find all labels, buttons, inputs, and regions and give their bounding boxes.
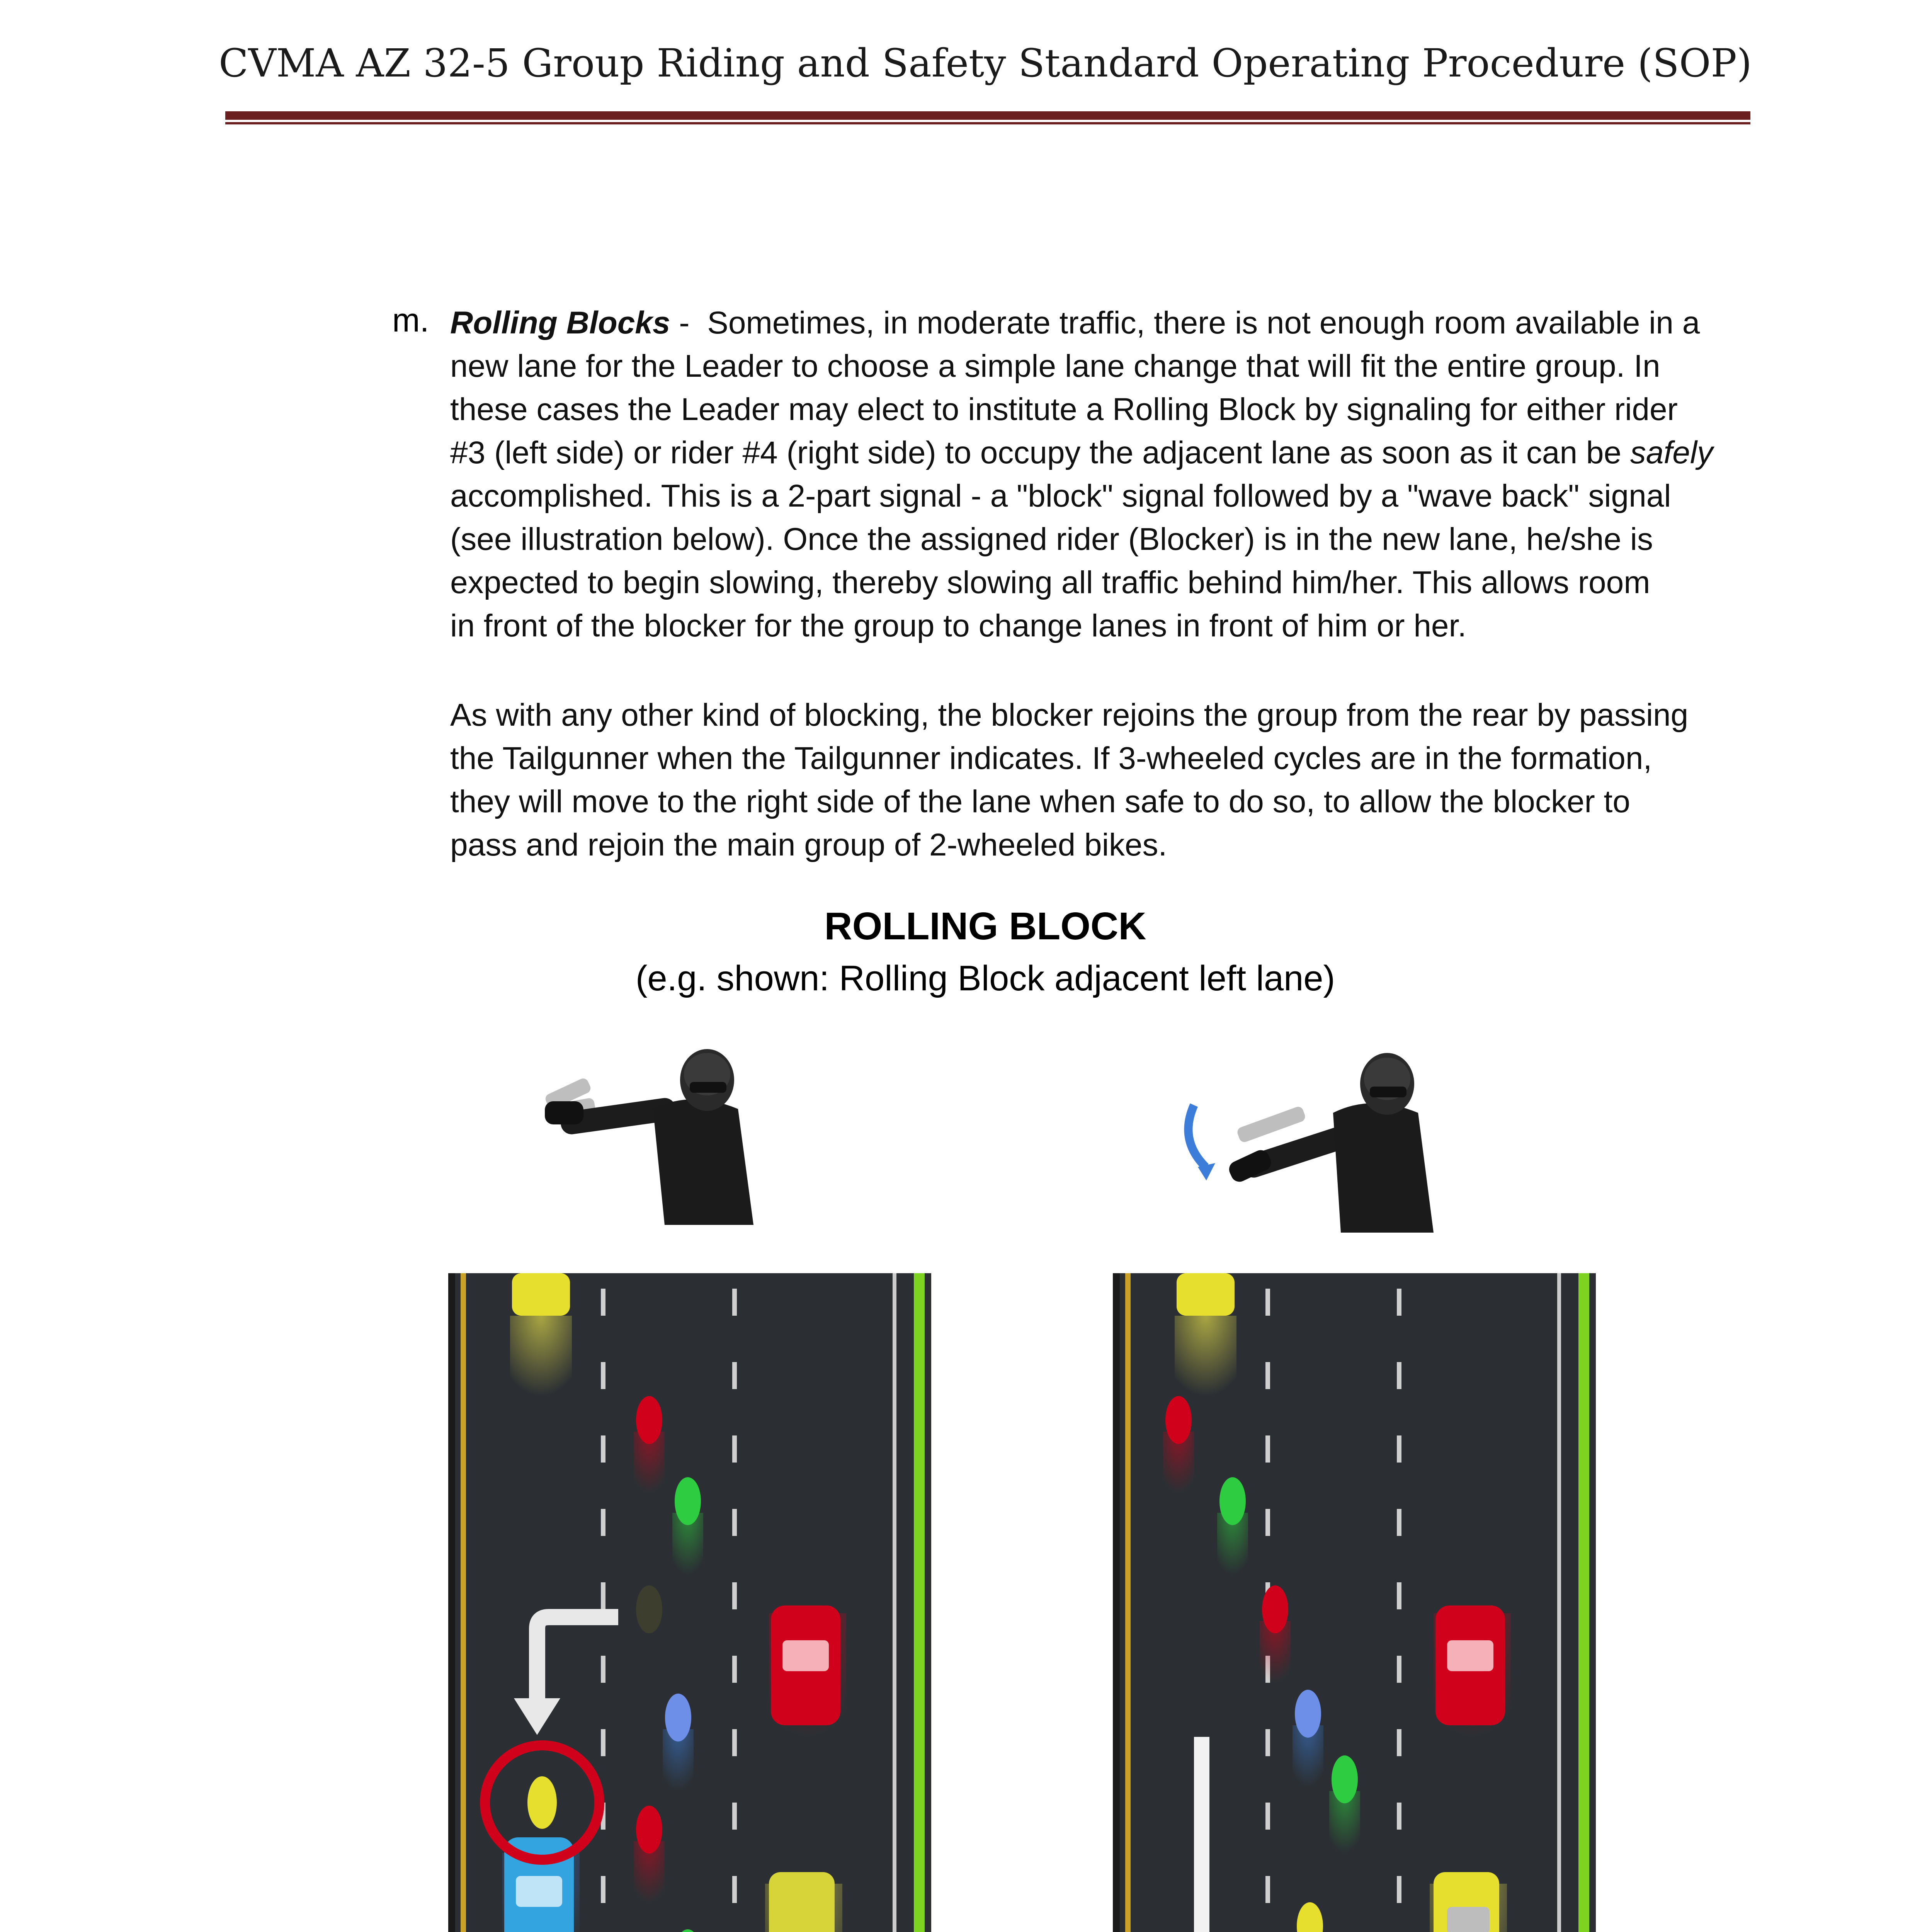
emphasis-safely: safely	[1630, 435, 1713, 470]
motorcycle-red-2	[1262, 1585, 1288, 1633]
down-arrow-icon	[1194, 1737, 1209, 1932]
para1-line-4: #3 (left side) or rider #4 (right side) to occupy the adjacent lane as soon as it can be	[450, 435, 1630, 470]
para2-line-4: pass and rejoin the main group of 2-wheeled bikes.	[450, 827, 1167, 862]
para1-line-2: new lane for the Leader to choose a simple lane change that will fit the entire group. In	[450, 349, 1660, 384]
figure-subtitle: (e.g. shown: Rolling Block adjacent left lane)	[635, 959, 1335, 998]
rider-block-signal-icon	[537, 1043, 777, 1229]
road-diagram-right	[1113, 1273, 1596, 1932]
motorcycle-blocker	[527, 1776, 557, 1829]
motorcycle-red-1	[636, 1396, 662, 1444]
motorcycle-blue	[665, 1694, 691, 1742]
paragraph-1	[450, 301, 1764, 648]
motorcycle-green-2	[1332, 1755, 1358, 1803]
paragraph-2	[450, 694, 1764, 867]
para1-line-1: Sometimes, in moderate traffic, there is not enough room available in a	[707, 305, 1700, 340]
para1-line-3: these cases the Leader may elect to institute a Rolling Block by signaling for either rider	[450, 392, 1678, 427]
header-rule	[225, 111, 1750, 124]
para2-line-1: As with any other kind of blocking, the blocker rejoins the group from the rear by passing	[450, 697, 1689, 733]
para2-line-2: the Tailgunner when the Tailgunner indicates. If 3-wheeled cycles are in the formation,	[450, 741, 1652, 776]
motorcycle-green-1	[1219, 1477, 1246, 1525]
item-marker: m.	[392, 302, 429, 339]
car-yellow-top	[1177, 1273, 1235, 1316]
motorcycle-ghost	[636, 1585, 662, 1633]
road-diagram-left	[448, 1273, 931, 1932]
term-separator: -	[670, 305, 699, 340]
motorcycle-green-1	[675, 1477, 701, 1525]
term-rolling-blocks: Rolling Blocks	[450, 305, 670, 340]
para1-line-7: expected to begin slowing, thereby slowing all traffic behind him/her. This allows room	[450, 565, 1650, 600]
motorcycle-blue	[1295, 1690, 1321, 1738]
para1-line-8: in front of the blocker for the group to change lanes in front of him or her.	[450, 608, 1467, 643]
car-yellow	[769, 1872, 835, 1932]
motorcycle-red-2	[636, 1806, 662, 1854]
header-title: CVMA AZ 32-5 Group Riding and Safety Standard Operating Procedure (SOP)	[219, 41, 1752, 86]
rider-wave-back-signal-icon	[1171, 1051, 1464, 1236]
motorcycle-red-1	[1165, 1396, 1192, 1444]
para1-line-5: accomplished. This is a 2-part signal - a "block" signal followed by a "wave back" signal	[450, 478, 1671, 514]
car-yellow-top	[512, 1273, 570, 1316]
figure-title: ROLLING BLOCK	[824, 905, 1146, 948]
para1-line-6: (see illustration below). Once the assigned rider (Blocker) is in the new lane, he/she is	[450, 522, 1653, 557]
para2-line-3: they will move to the right side of the lane when safe to do so, to allow the blocker to	[450, 784, 1630, 819]
